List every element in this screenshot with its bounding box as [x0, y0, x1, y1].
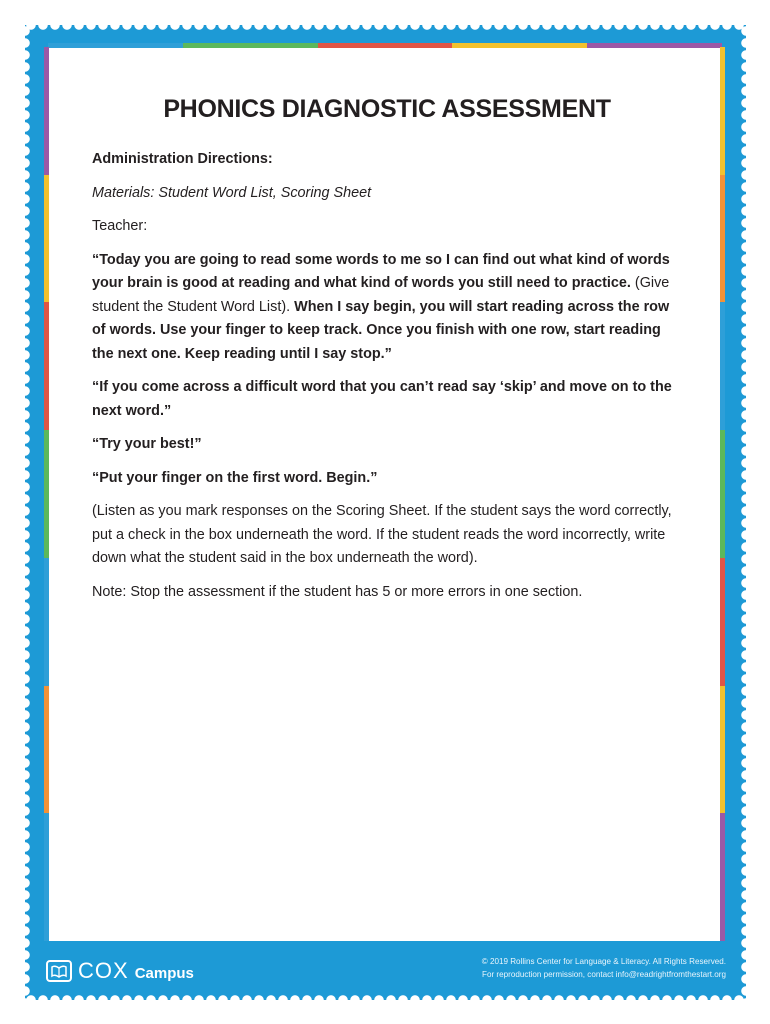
scalloped-edge-left	[19, 25, 31, 1000]
instruction-paragraph-2: “If you come across a difficult word that you can’t read say ‘skip’ and move on to the next word.”	[92, 379, 672, 419]
logo-campus-text: Campus	[134, 964, 194, 982]
scoring-instructions: (Listen as you mark responses on the Scoring Sheet. If the student says the word correctly, put a check in the box underneath the word. If the student reads the word incorrectly, write down what the student said in the box underneath the word).	[92, 503, 672, 566]
cox-campus-logo	[46, 958, 194, 984]
copyright-line-2: For reproduction permission, contact info@readrightfromthestart.org	[482, 970, 726, 979]
copyright-notice	[456, 955, 726, 981]
instruction-bold-part-b: When I say begin, you will start reading across the row of words. Use your finger to keep track. Once you finish with one row, start reading the next one. Keep reading until I say stop.”	[92, 298, 670, 362]
page-title: PHONICS DIAGNOSTIC ASSESSMENT	[163, 95, 611, 123]
copyright-line-1: © 2019 Rollins Center for Language & Literacy. All Rights Reserved.	[481, 957, 726, 966]
color-stripe-left	[44, 47, 49, 941]
color-stripe-right	[720, 47, 725, 941]
logo-cox-text: COX	[78, 958, 129, 983]
admin-directions-heading: Administration Directions:	[92, 151, 273, 167]
instruction-paragraph-3: “Try your best!”	[92, 436, 202, 452]
document-content	[92, 95, 682, 614]
materials-line: Materials: Student Word List, Scoring Sheet	[92, 184, 372, 201]
instruction-paragraph-1	[92, 249, 682, 367]
book-icon	[46, 960, 72, 982]
instruction-paragraph-4: “Put your finger on the first word. Begin.”	[92, 469, 378, 486]
note-line: Note: Stop the assessment if the student has 5 or more errors in one section.	[92, 583, 583, 600]
scalloped-edge-right	[740, 25, 752, 1000]
scalloped-edge-top	[25, 19, 746, 31]
instruction-regular-part: (Give student the Student Word List).	[92, 275, 670, 315]
teacher-label: Teacher:	[92, 218, 148, 234]
color-stripe-top	[48, 43, 722, 48]
instruction-bold-part-a: “Today you are going to read some words to me so I can find out what kind of words your brain is good at reading and what kind of words you still need to practice.	[92, 251, 670, 291]
